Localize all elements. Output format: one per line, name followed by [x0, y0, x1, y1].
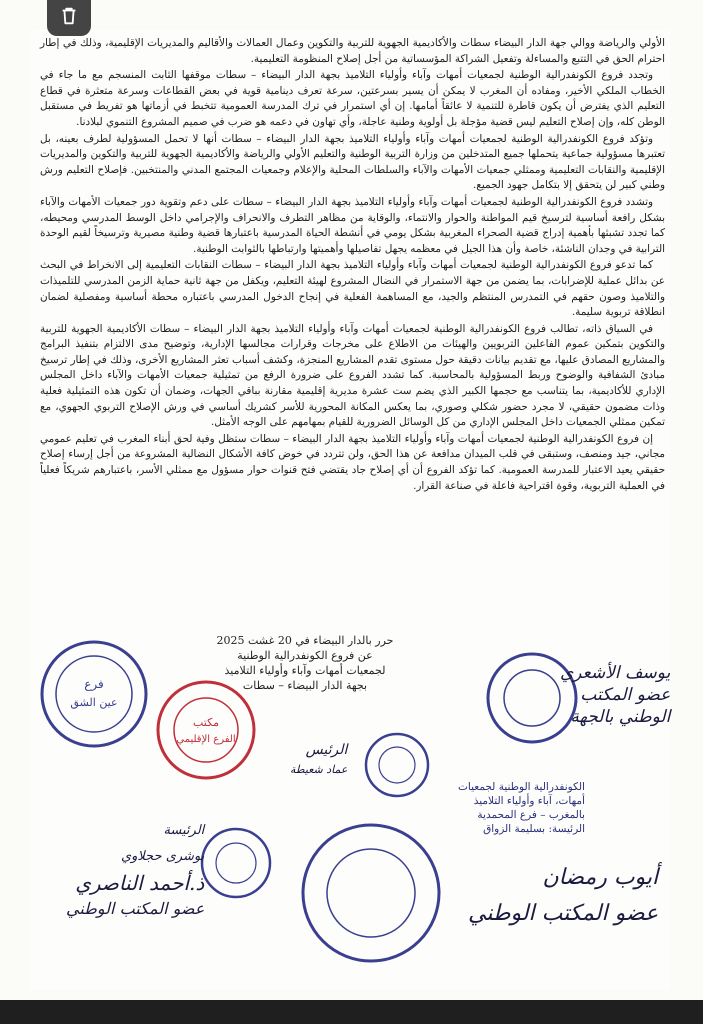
stamp-ain-chock [36, 636, 152, 752]
paragraph: كما تدعو فروع الكونفدرالية الوطنية لجمعيات أمهات وآباء وأولياء التلاميذ بجهة الدار البيضاء – سطات النقابات التعليمية إلى الانخراط في البحث عن بدائل عملية للإضرابات، بما يضمن من جهة الاستمرار في النضال المشروع لهيئة التعليم، ويكفل من جهة ثانية حماية الزمن المدرسي للتلميذات والتلاميذ وصون حقهم في التمدرس المنتظم والجيد، مع المساهمة الفعلية في إنجاح الدخول المدرسي باعتباره محطة أساسية ومفصلية لضمان انطلاقة تربوية سليمة. [40, 259, 665, 319]
paragraph: الأولي والرياضة ووالي جهة الدار البيضاء سطات والأكاديمية الجهوية للتربية والتكوين وعمال العمالات والأقاليم والمديريات الإقليمية، وذلك في إطار احترام الحق في التتبع والمساءلة وتفعيل الشراكة المؤسساتية من أجل إصلاح المنظومة التعليمية. [40, 37, 665, 65]
stamp-text: مكتب [192, 716, 220, 729]
delete-button[interactable] [47, 0, 91, 36]
stamp-text: الفرع الإقليمي [176, 734, 236, 745]
trash-icon [58, 5, 80, 27]
stamp-middle [362, 730, 432, 800]
stamp-text: عين الشق [70, 696, 118, 709]
closing-line: لجمعيات أمهات وآباء وأولياء التلاميذ [224, 664, 386, 677]
closing-date: حرر بالدار البيضاء في 20 غشت 2025 [216, 634, 394, 647]
paragraph: إن فروع الكونفدرالية الوطنية لجمعيات أمهات وآباء وأولياء التلاميذ بجهة الدار البيضاء – سطات ستظل وفية لحق أبناء المغرب في تعليم عمومي مجاني، جيد ومنصف، وستبقى في قلب الميدان مدافعة عن هذا الحق، ولن تتردد في خوض كافة الأشكال النضالية المشروعة من أجل إرساء إصلاح حقيقي يعيد الاعتبار للمدرسة العمومية. كما تؤكد الفروع أن أي إصلاح جاد يقتضي فتح قنوات حوار مسؤول مع ممثلي الأسر، باعتبارهم شريكاً فعلياً في العملية التربوية، وقوة اقتراحية فاعلة في صناعة القرار. [40, 432, 665, 492]
signature-right-mid: الكونفدرالية الوطنية لجمعيات أمهات، آباء وأولياء التلاميذ بالمغرب – فرع المحمدية الرئيسة: بسليمة الزواق [458, 781, 585, 835]
stamp-text: فرع [84, 677, 104, 691]
paragraph: وتشدد فروع الكونفدرالية الوطنية لجمعيات أمهات وآباء وأولياء التلاميذ بجهة الدار البيضاء – سطات على دعم وتقوية دور جمعيات الأمهات والآباء بشكل رافعة أساسية لترسيخ قيم المواطنة والحوار والانتماء، والوقاية من مظاهر التطرف والانحراف والإجرامي داخل الوسط المدرسي ومحيطه، كما تجدد تشبثها بأهمية إدراج قضية الصحراء المغربية بشكل يومي في أنشطة الحياة المدرسية باعتبارها قضية وطنية مصيرية وترسيخاً لقيم الوحدة الترابية في وجدان الناشئة، خاصة وأن هذا الجيل في معظمه يجهل تفاصيلها وأهميتها وارتباطها بالثوابت الوطنية. [40, 195, 665, 255]
signature-right-bottom: أيوب رمضان عضو المكتب الوطني [468, 865, 659, 926]
paragraph: وتجدد فروع الكونفدرالية الوطنية لجمعيات أمهات وآباء وأولياء التلاميذ بجهة الدار البيضاء – سطات موقفها الثابت المنسجم مع ما جاء في الخطاب الملكي الأخير، ومفاده أن المغرب لا يمكن أن يسير بسرعتين، سرعة تعرف دينامية قوية في بعض القطاعات وسرعة متعثرة في قطاع التعليم الذي يفترض أن يكون قاطرة للتنمية لا عائقاً أمامها. إن أي استمرار في ترك المدرسة العمومية تتخبط في أزماتها هو تفريط في مستقبل الوطن كله، وإن إصلاح التعليم ليس قضية مؤجلة بل أولوية وطنية عاجلة، وأي تهاون في دعمه هو ضرب في صميم المشروع التنموي لبلادنا. [40, 69, 665, 128]
closing-line: بجهة الدار البيضاء – سطات [242, 679, 368, 692]
signature-right-top: يوسف الأشعري عضو المكتب الوطني بالجهة [560, 663, 671, 727]
signature-left-bottom: الرئيسة بوشرى حجلاوي ذ.أحمد الناصري عضو المكتب الوطني [66, 823, 205, 918]
stamp-red [152, 676, 260, 784]
document-body [40, 36, 665, 495]
signature-middle: الرئيس عماد شعيطة [290, 742, 348, 776]
bottom-bar [0, 1000, 703, 1024]
top-bar [0, 0, 703, 34]
closing-line: عن فروع الكونفدرالية الوطنية [237, 649, 373, 662]
paragraph: وتؤكد فروع الكونفدرالية الوطنية لجمعيات أمهات وآباء وأولياء التلاميذ بجهة الدار البيضاء – سطات أنها لا تحمل المسؤولية لطرف بعينه، بل تعتبرها مسؤولية جماعية يتحملها جميع المتدخلين من وزارة التربية الوطنية والتعليم الأولي والرياضة والأكاديمية الجهوية للتربية والتكوين والمديريات الإقليمية والنقابات التعليمية وممثلي جمعيات الأمهات والآباء والسلطات المحلية والإعلام وجمعيات المجتمع المدني والمنتخبين. فإصلاح التعليم ورش وطني كبير لن يتحقق إلا بتكامل جهود الجميع. [40, 132, 665, 192]
stamp-bottom-left [198, 825, 274, 901]
stamp-bottom-center [296, 818, 446, 968]
paragraph: في السياق ذاته، تطالب فروع الكونفدرالية الوطنية لجمعيات أمهات وآباء وأولياء التلاميذ بجهة الدار البيضاء – سطات الأكاديمية الجهوية للتربية والتكوين بتمكين عموم الفاعلين التربويين والهيئات من الاطلاع على مخرجات وقرارات مجالسها الإدارية، وتوضيح مدى الالتزام بتنفيذ البرامج والمشاريع المصادق عليها، مع تقديم بيانات دقيقة حول مستوى تقدم المشاريع المنجزة، وكشف أسباب تعثر المشاريع الأخرى، وذلك في إطار ترسيخ مبادئ الشفافية والوضوح وربط المسؤولية بالمحاسبة. كما تشدد الفروع على ضرورة الرفع من تمثيلية جمعيات الأمهات والآباء داخل المجلس الإداري للأكاديمية، بما يتناسب مع حجمها الكبير الذي يضم ست عشرة مديرية إقليمية مقارنة بباقي الجهات، وضمان أن تكون هذه التمثيلية فعلية وذات مضمون حقيقي، لا مجرد حضور شكلي وصوري، بما يعكس المكانة المحورية للأسر كشريك أساسي في ورش الإصلاح التربوي الجهوي، مع تمكين ممثلي الجمعيات داخل المجلس الإداري من كل الوسائل الضرورية للقيام بمهامهم على الوجه الأمثل. [40, 322, 665, 429]
